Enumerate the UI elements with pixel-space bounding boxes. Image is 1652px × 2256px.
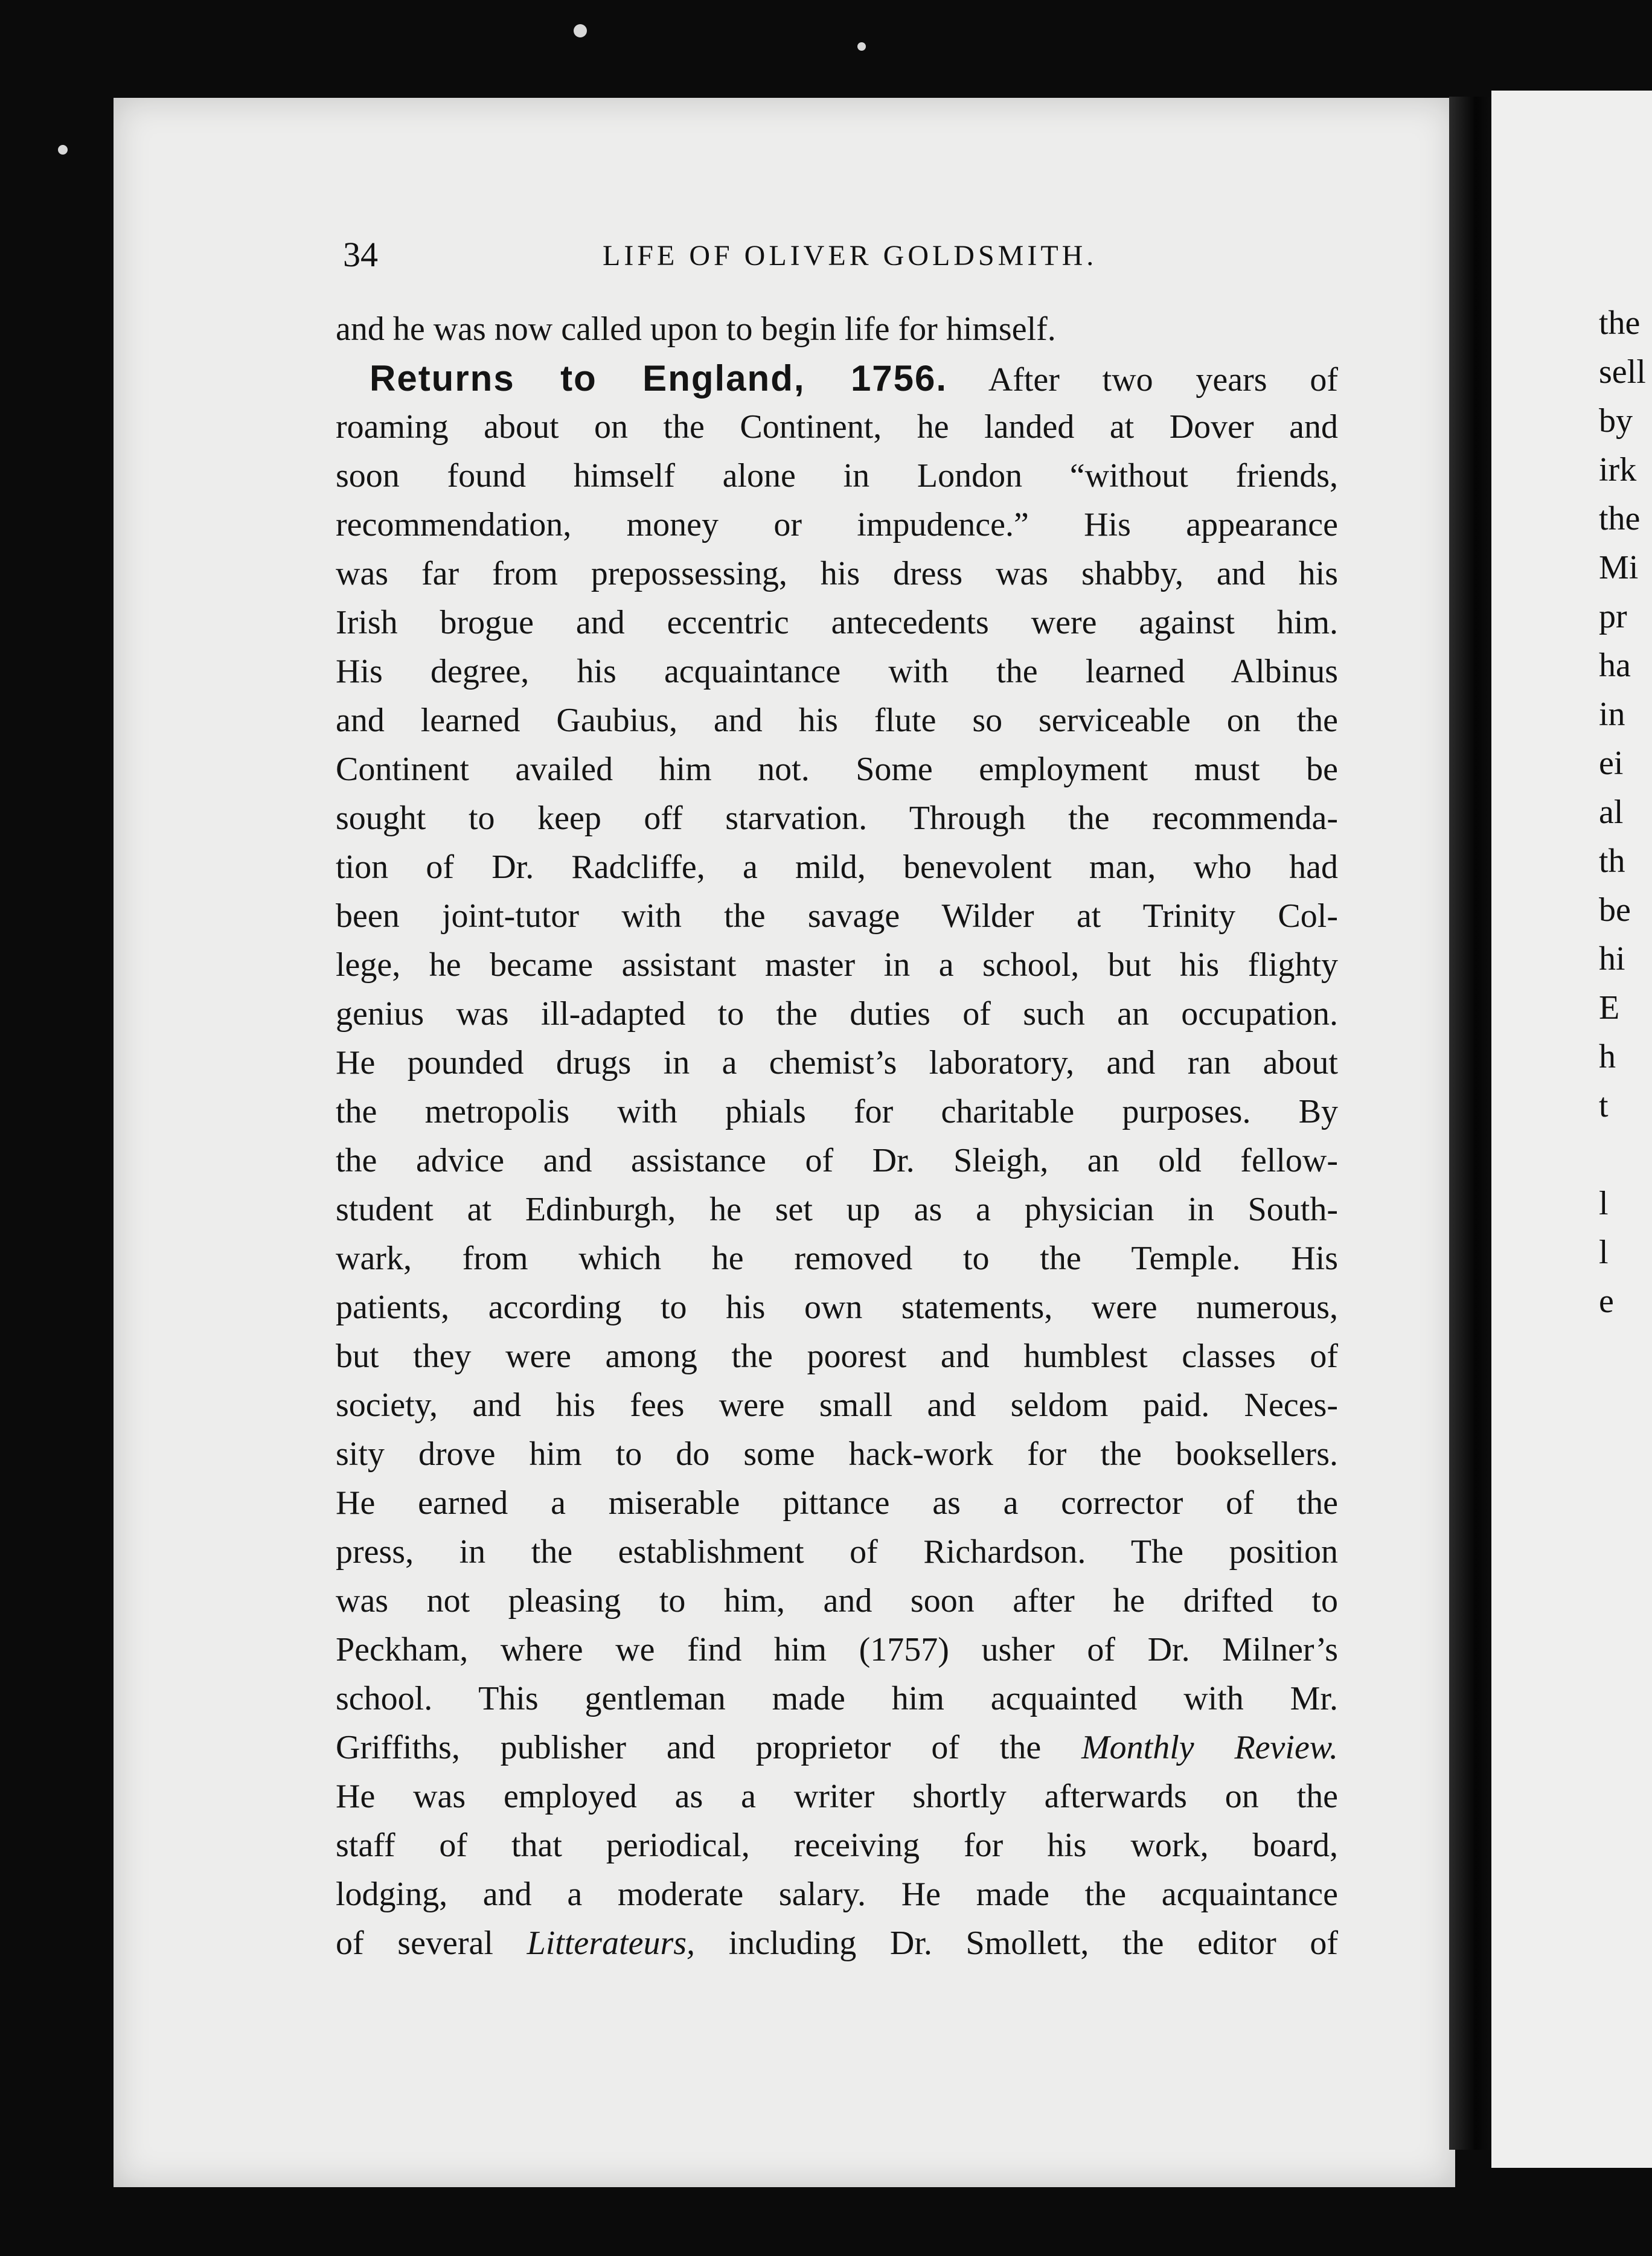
next-page-fragment: th — [1599, 842, 1625, 880]
text-line: lodging, and a moderate salary. He made the acquaintance — [336, 1876, 1338, 1913]
next-page-fragment: the — [1599, 304, 1641, 342]
next-page-fragment: sell — [1599, 353, 1646, 391]
text-line: press, in the establishment of Richardson. The position — [336, 1533, 1338, 1571]
next-page-fragment: al — [1599, 793, 1624, 831]
text-line: lege, he became assistant master in a school, but his flighty — [336, 946, 1338, 984]
scan-speck — [857, 42, 866, 51]
scan-speck — [58, 145, 68, 155]
next-page-fragment: l — [1599, 1185, 1609, 1222]
text-span: Griffiths, publisher and proprietor of the — [336, 1729, 1042, 1766]
text-line: the advice and assistance of Dr. Sleigh, an old fellow- — [336, 1142, 1338, 1179]
next-page-fragment: the — [1599, 500, 1641, 537]
next-page-fragment: irk — [1599, 451, 1637, 489]
next-page-fragment: Mi — [1599, 549, 1639, 586]
italic-term: Litterateurs, — [527, 1924, 696, 1962]
text-line: Peckham, where we find him (1757) usher of Dr. Milner’s — [336, 1631, 1338, 1668]
next-page-fragment: E — [1599, 989, 1620, 1027]
running-title: LIFE OF OLIVER GOLDSMITH. — [603, 240, 1098, 272]
text-line: He pounded drugs in a chemist’s laboratory, and ran about — [336, 1044, 1338, 1082]
page-number: 34 — [343, 235, 378, 274]
text-span: After two years of — [988, 361, 1338, 399]
text-line — [336, 1723, 1338, 1772]
text-line: and he was now called upon to begin life for himself. — [336, 310, 1056, 348]
next-page-fragments — [1599, 299, 1652, 1326]
next-page-fragment: pr — [1599, 598, 1627, 635]
text-line: He was employed as a writer shortly afterwards on the — [336, 1778, 1338, 1815]
next-page-fragment: e — [1599, 1283, 1614, 1320]
next-page-fragment: ha — [1599, 647, 1631, 684]
text-line: Irish brogue and eccentric antecedents were against him. — [336, 604, 1338, 641]
italic-title: Monthly Review. — [1081, 1729, 1339, 1766]
text-line: soon found himself alone in London “without friends, — [336, 457, 1338, 495]
text-line: but they were among the poorest and humblest classes of — [336, 1338, 1338, 1375]
text-line: staff of that periodical, receiving for his work, board, — [336, 1827, 1338, 1864]
text-line: society, and his fees were small and seldom paid. Neces- — [336, 1386, 1338, 1424]
text-line: was not pleasing to him, and soon after he drifted to — [336, 1582, 1338, 1620]
text-line: been joint-tutor with the savage Wilder at Trinity Col- — [336, 897, 1338, 935]
text-line: the metropolis with phials for charitable purposes. By — [336, 1093, 1338, 1130]
text-line — [336, 354, 1338, 403]
next-page-fragment: h — [1599, 1038, 1616, 1075]
text-line: Continent availed him not. Some employment must be — [336, 751, 1338, 788]
text-line: student at Edinburgh, he set up as a physician in South- — [336, 1191, 1338, 1228]
next-page-fragment: by — [1599, 402, 1633, 440]
text-line: sity drove him to do some hack-work for the booksellers. — [336, 1435, 1338, 1473]
body-text — [336, 305, 1338, 1968]
text-line: sought to keep off starvation. Through the recommenda- — [336, 800, 1338, 837]
text-span: including Dr. Smollett, the editor of — [728, 1924, 1339, 1962]
next-page-fragment: be — [1599, 891, 1631, 929]
next-page-fragment: l — [1599, 1234, 1609, 1271]
section-heading: Returns to England, 1756. — [370, 358, 948, 399]
text-line: tion of Dr. Radcliffe, a mild, benevolent man, who had — [336, 848, 1338, 886]
text-line: was far from prepossessing, his dress was shabby, and his — [336, 555, 1338, 592]
text-line — [336, 1919, 1338, 1968]
next-page-fragment — [1599, 1130, 1652, 1179]
next-page-fragment: hi — [1599, 940, 1625, 978]
text-line: His degree, his acquaintance with the learned Albinus — [336, 653, 1338, 690]
scan-speck — [574, 24, 587, 37]
text-line: recommendation, money or impudence.” His appearance — [336, 506, 1338, 543]
next-page-fragment: in — [1599, 696, 1625, 733]
next-page-fragment: ei — [1599, 745, 1624, 782]
text-line: roaming about on the Continent, he landed at Dover and — [336, 408, 1338, 446]
text-line: patients, according to his own statements, were numerous, — [336, 1289, 1338, 1326]
text-line: school. This gentleman made him acquainted with Mr. — [336, 1680, 1338, 1717]
text-span: of several — [336, 1924, 493, 1962]
text-line: and learned Gaubius, and his flute so serviceable on the — [336, 702, 1338, 739]
text-line: He earned a miserable pittance as a corrector of the — [336, 1484, 1338, 1522]
running-head — [343, 234, 1141, 277]
text-line: genius was ill-adapted to the duties of such an occupation. — [336, 995, 1338, 1033]
next-page-fragment: t — [1599, 1087, 1609, 1124]
text-line: wark, from which he removed to the Temple. His — [336, 1240, 1338, 1277]
